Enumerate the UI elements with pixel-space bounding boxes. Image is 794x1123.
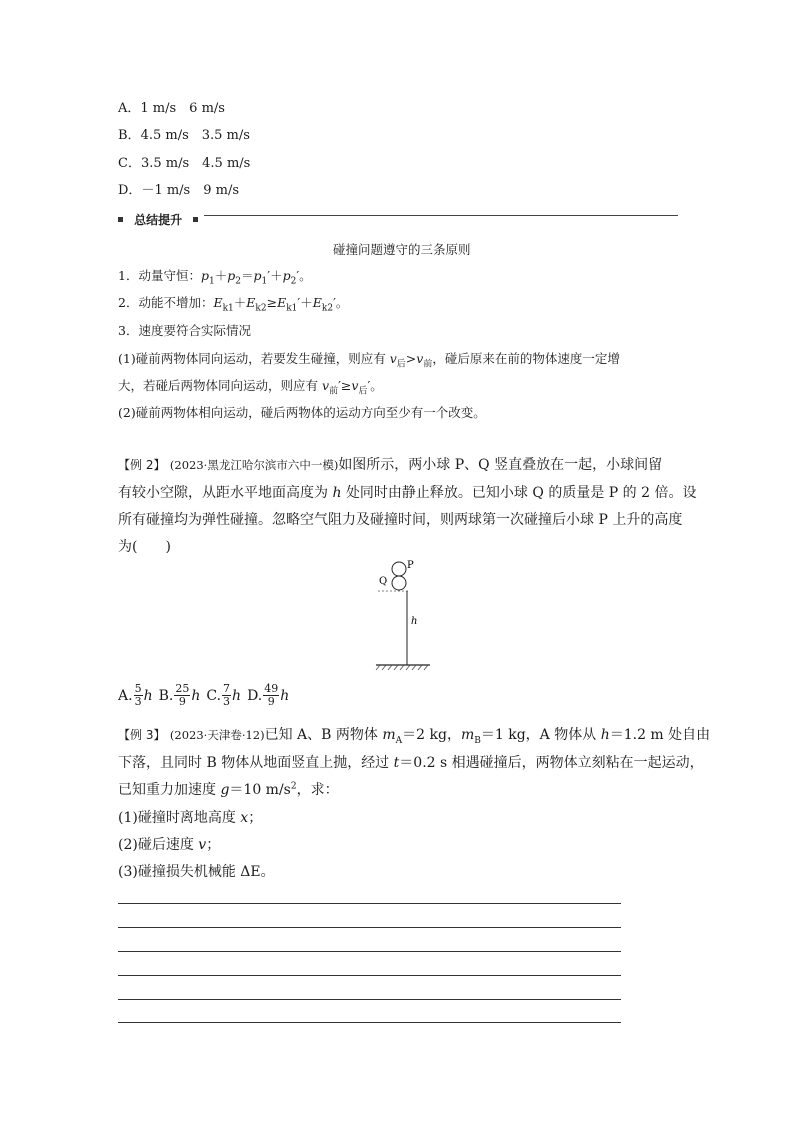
stacked-balls-figure <box>370 558 440 674</box>
rule-3-part-2: (2)碰前两物体相向运动，碰后两物体的运动方向至少有一个改变。 <box>118 405 486 420</box>
example-2-line-1: 【例 2】 (2023·黑龙江哈尔滨市六中一模)如图所示，两小球 P、Q 竖直叠放在一起，小球间留 <box>118 457 663 473</box>
summary-title: 碰撞问题遵守的三条原则 <box>333 242 471 257</box>
summary-heading: 总结提升 <box>118 209 678 223</box>
ground-hatching <box>376 665 428 670</box>
choice-d: D. $\frac{49}{9}$ h <box>247 682 290 708</box>
example-3-line-1: 【例 3】 (2023·天津卷·12)已知 A、B 两物体 $m_A=2$ kg，$m_B=1$ kg，A 物体从 h＝1.2 m 处自由 <box>118 727 711 746</box>
rule-2: 2．动能不增加：$E_{k1}+E_{k2}\ge E_{k1}'+E_{k2}'$。 <box>118 295 349 314</box>
example-3-q1: (1)碰撞时离地高度 x； <box>118 810 263 826</box>
answer-line[interactable] <box>118 975 621 976</box>
example-2-line-2: 有较小空隙，从距水平地面高度为 h 处同时由静止释放。已知小球 Q 的质量是 P 的 2 倍。设 <box>118 485 697 501</box>
choice-a: A. $\frac{5}{3}$ h <box>118 682 153 708</box>
rule-3: 3．速度要符合实际情况 <box>118 323 251 338</box>
choice-b: B. $\frac{25}{9}$ h <box>158 682 201 708</box>
example-3-line-2: 下落，且同时 B 物体从地面竖直上抛，经过 t＝0.2 s 相遇碰撞后，两物体立刻粘在一起运动， <box>118 755 704 771</box>
square-bullet-icon <box>193 217 198 222</box>
answer-line[interactable] <box>118 927 621 928</box>
answer-line[interactable] <box>118 903 621 904</box>
option-b: B．4.5 m/s 3.5 m/s <box>118 128 250 143</box>
answer-line[interactable] <box>118 999 621 1000</box>
rule-3-part-1: (1)碰前两物体同向运动，若要发生碰撞，则应有 $v_后>v_前$，碰后原来在前的物体速度一定增 <box>118 351 620 370</box>
label-q: Q <box>379 576 388 587</box>
answer-line[interactable] <box>118 951 621 952</box>
example-2-line-3: 所有碰撞均为弹性碰撞。忽略空气阻力及碰撞时间，则两球第一次碰撞后小球 P 上升的高度 <box>118 512 683 528</box>
option-c: C．3.5 m/s 4.5 m/s <box>118 156 251 171</box>
choice-c: C. $\frac{7}{3}$ h <box>206 682 242 708</box>
answer-line[interactable] <box>118 1022 621 1023</box>
ball-p <box>392 562 406 576</box>
example-3-q3: (3)碰撞损失机械能 ΔE。 <box>118 864 275 880</box>
rule-1: 1．动量守恒：$p_1+p_2=p_1'+p_2'$。 <box>118 268 312 287</box>
example-3-line-3: 已知重力加速度 g＝10 $m/s^2$，求： <box>118 781 339 798</box>
square-bullet-icon <box>118 217 123 222</box>
label-p: P <box>407 560 414 571</box>
option-a: A．1 m/s 6 m/s <box>118 101 225 116</box>
option-d: D．－1 m/s 9 m/s <box>118 183 240 198</box>
label-h: h <box>411 616 418 627</box>
divider <box>204 215 678 216</box>
example-2-line-4: 为( ) <box>118 539 171 555</box>
example-3-q2: (2)碰后速度 v； <box>118 837 221 853</box>
rule-3-part-1-cont: 大，若碰后两物体同向运动，则应有 $v_前'\ge v_后'$。 <box>118 378 383 397</box>
ball-q <box>392 576 406 590</box>
example-2-choices <box>118 683 289 708</box>
